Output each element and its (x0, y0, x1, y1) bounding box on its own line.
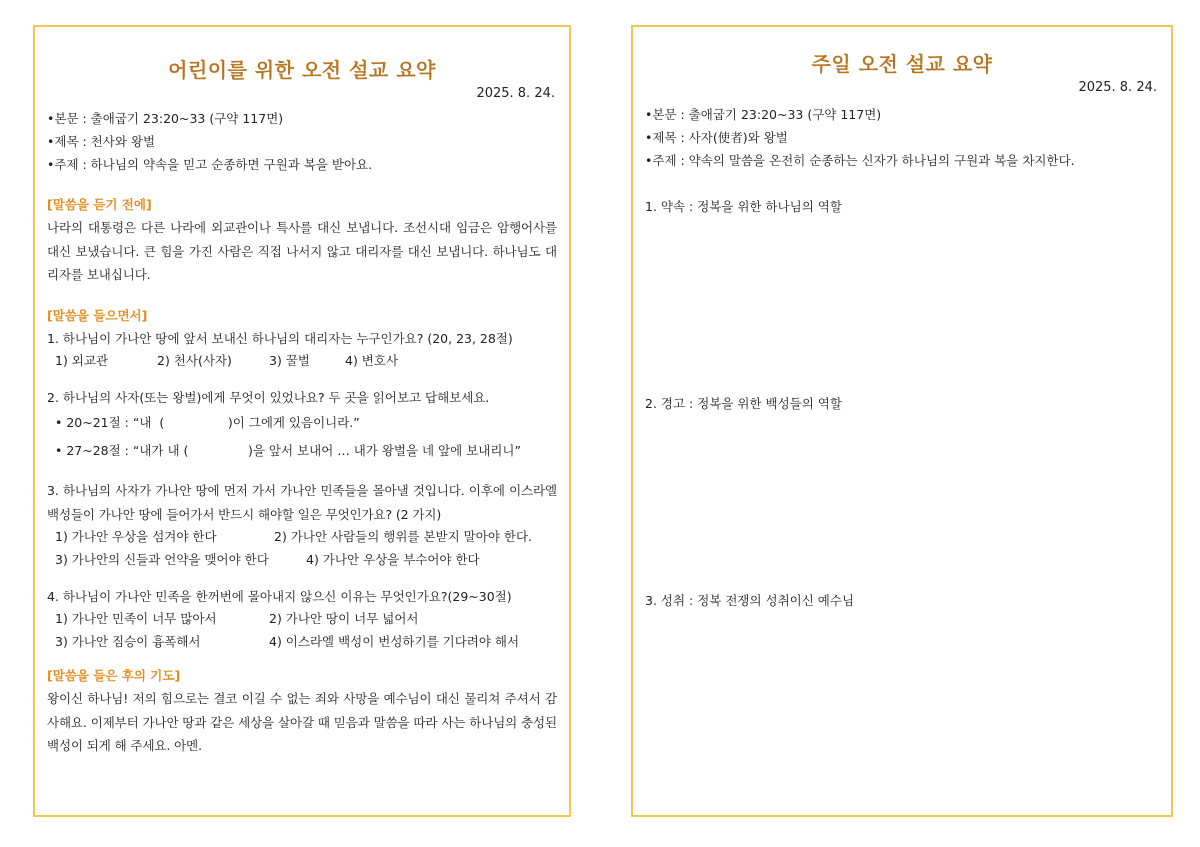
question-3-choices-row1 (47, 526, 557, 549)
sunday-sermon-page (631, 25, 1173, 817)
during-heading: [말씀을 들으면서] (47, 307, 148, 323)
children-sermon-page (33, 25, 571, 817)
page-title: 어린이를 위한 오전 설교 요약 (168, 58, 436, 82)
date: 2025. 8. 24. (476, 86, 555, 101)
choice: 4) 변호사 (345, 352, 399, 368)
choice: 3) 가나안의 신들과 언약을 맺어야 한다 (55, 551, 269, 567)
choice: 1) 가나안 민족이 너무 많아서 (55, 611, 217, 626)
choice: 2) 가나안 땅이 너무 넓어서 (269, 611, 419, 626)
point-3: 3. 성취 : 정복 전쟁의 성취이신 예수님 (645, 593, 855, 608)
prayer-body: 왕이신 하나님! 저의 힘으로는 결코 이길 수 없는 죄와 사망을 예수님이 대신 물리쳐 주셔서 감사해요. 이제부터 가나안 땅과 같은 세상을 살아갈 때 믿음과 말씀을 따라 사는 하나님의 충성된 백성이 되게 해 주세요. 아멘. (47, 691, 557, 753)
question-1: 1. 하나님이 가나안 땅에 앞서 보내신 하나님의 대리자는 누구인가요? (20, 23, 28절) (47, 330, 513, 346)
scripture-line: •본문 : 출애굽기 23:20~33 (구약 117면) (47, 111, 284, 126)
question-2-verse-2: • 27~28절 : “내가 내 ( )을 앞서 보내어 … 내가 왕벌을 네 앞에 보내리니” (55, 443, 521, 458)
choice: 2) 가나안 사람들의 행위를 본받지 말아야 한다. (274, 529, 532, 544)
point-1: 1. 약속 : 정복을 위한 하나님의 역할 (645, 199, 842, 214)
choice: 4) 가나안 우상을 부수어야 한다 (306, 551, 480, 567)
after-heading: [말씀을 들은 후의 기도] (47, 668, 181, 683)
before-body: 나라의 대통령은 다른 나라에 외교관이나 특사를 대신 보냅니다. 조선시대 임금은 암행어사를 대신 보냈습니다. 큰 힘을 가진 사람은 직접 나서지 않고 대리자를 대신 보냅니다. 하나님도 대리자를 보내십니다. (47, 220, 557, 282)
page-title: 주일 오전 설교 요약 (811, 52, 993, 76)
question-4-choices-row1 (47, 608, 557, 631)
date: 2025. 8. 24. (1078, 80, 1157, 95)
choice: 1) 외교관 (55, 352, 109, 368)
choice: 1) 가나안 우상을 섬겨야 한다 (55, 529, 217, 544)
choice: 2) 천사(사자) (157, 352, 232, 368)
theme-line: •주제 : 하나님의 약속을 믿고 순종하면 구원과 복을 받아요. (47, 157, 373, 172)
theme-line: •주제 : 약속의 말씀을 온전히 순종하는 신자가 하나님의 구원과 복을 차지한다. (645, 153, 1075, 168)
question-3: 3. 하나님의 사자가 가나안 땅에 먼저 가서 가나안 민족들을 몰아낼 것입니다. 이후에 이스라엘 백성들이 가나안 땅에 들어가서 반드시 해야할 일은 무엇인가요? (2 가지) (47, 483, 557, 522)
choice: 3) 가나안 짐승이 흉폭해서 (55, 633, 201, 649)
choice: 4) 이스라엘 백성이 번성하기를 기다려야 해서 (269, 633, 520, 649)
question-4: 4. 하나님이 가나안 민족을 한꺼번에 몰아내지 않으신 이유는 무엇인가요?(29~30절) (47, 589, 512, 604)
before-heading: [말씀을 듣기 전에] (47, 197, 152, 212)
question-2: 2. 하나님의 사자(또는 왕벌)에게 무엇이 있었나요? 두 곳을 읽어보고 답해보세요. (47, 390, 490, 405)
choice: 3) 꿀벌 (269, 352, 310, 368)
point-2: 2. 경고 : 정복을 위한 백성들의 역할 (645, 396, 842, 411)
question-4-choices-row2 (47, 631, 557, 654)
question-1-choices (47, 350, 557, 373)
subject-line: •제목 : 천사와 왕벌 (47, 134, 156, 149)
question-2-verse-1: • 20~21절 : “내 ( )이 그에게 있음이니라.” (55, 415, 360, 430)
subject-line: •제목 : 사자(使者)와 왕벌 (645, 130, 788, 145)
scripture-line: •본문 : 출애굽기 23:20~33 (구약 117면) (645, 107, 882, 122)
question-3-choices-row2 (47, 549, 557, 572)
